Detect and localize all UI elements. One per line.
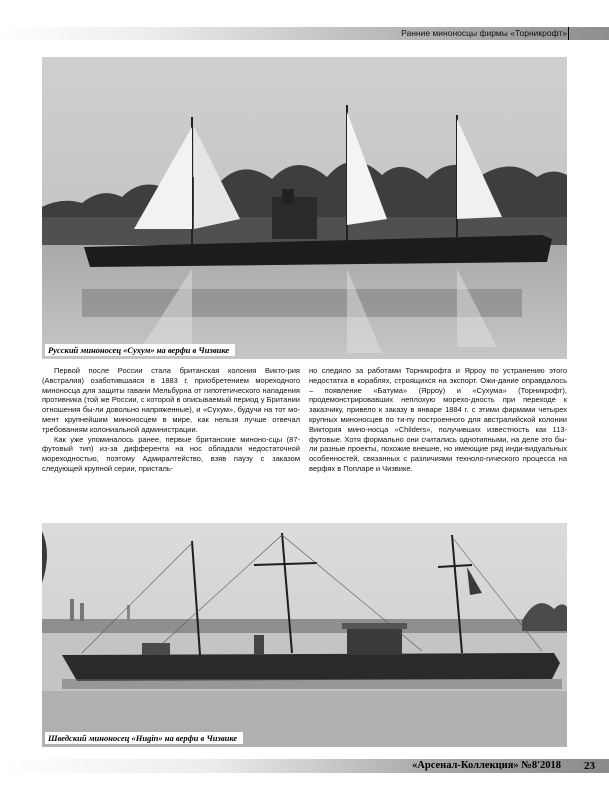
article-column-right [309,366,567,474]
paragraph: Как уже упоминалось ранее, первые британские миноно-сцы (87-футовый тип) из-за дифферента на нос обладали недостаточной мореходностью, поэтому Адмиралтейство, взяв паузу с заказом следующей крупной серии, присталь- [42,434,300,473]
paragraph: Первой после России стала британская колония Викто-рия (Австралия) озаботившаяся в 1883 г. приобретением мореходного миноносца для защиты гавани Мельбурна от гипотетического нападения противника (той же России, с которой в описываемый период у Британии отношения бы-ли довольно напряженные), и «Сухум», будучи на тот мо-мент крупнейшим миноносцем в мире, как нельзя лучше отвечал требованиям колониальной администрации. [42,366,300,434]
running-header [0,27,609,40]
photo-sukhum-image [42,57,567,359]
page-footer [0,759,609,773]
page-number: 23 [584,760,595,772]
photo-caption-hugin: Шведский миноносец «Hugin» на верфи в Чизвике [45,732,243,744]
photo-hugin-image [42,523,567,747]
header-divider [568,27,569,40]
publication-title: «Арсенал-Коллекция» №8'2018 [412,760,561,771]
photo-caption-sukhum: Русский миноносец «Сухум» на верфи в Чизвике [45,344,235,356]
article-column-left [42,366,300,474]
photo-sukhum [42,57,567,359]
running-title: Ранние миноносцы фирмы «Торникрофт» [401,28,567,38]
paragraph: но следило за работами Торникрофта и Ярроу по устранению этого недостатка в кораблях, строящихся на экспорт. Ожи-дание оправдалось – появление «Батума» (Ярроу) и «Сухума» (Торникрофт), продемонстрировавших неплохую морехо-дность при переходе к заказчику, привело к заказу в январе 1884 г. с этими фирмами четырех крупных миноносцев по ти-пу построенного для австралийской колонии Виктория мино-носца «Childers», получивших известность как 113-футовые. Хотя формально они считались однотипными, на деле это бы-ли разные проекты, похожие внешне, но имеющие ряд инди-видуальных особенностей, связанных с различиями техноло-гического процесса на верфях в Попларе и Чизвике. [309,366,567,473]
photo-hugin [42,523,567,747]
